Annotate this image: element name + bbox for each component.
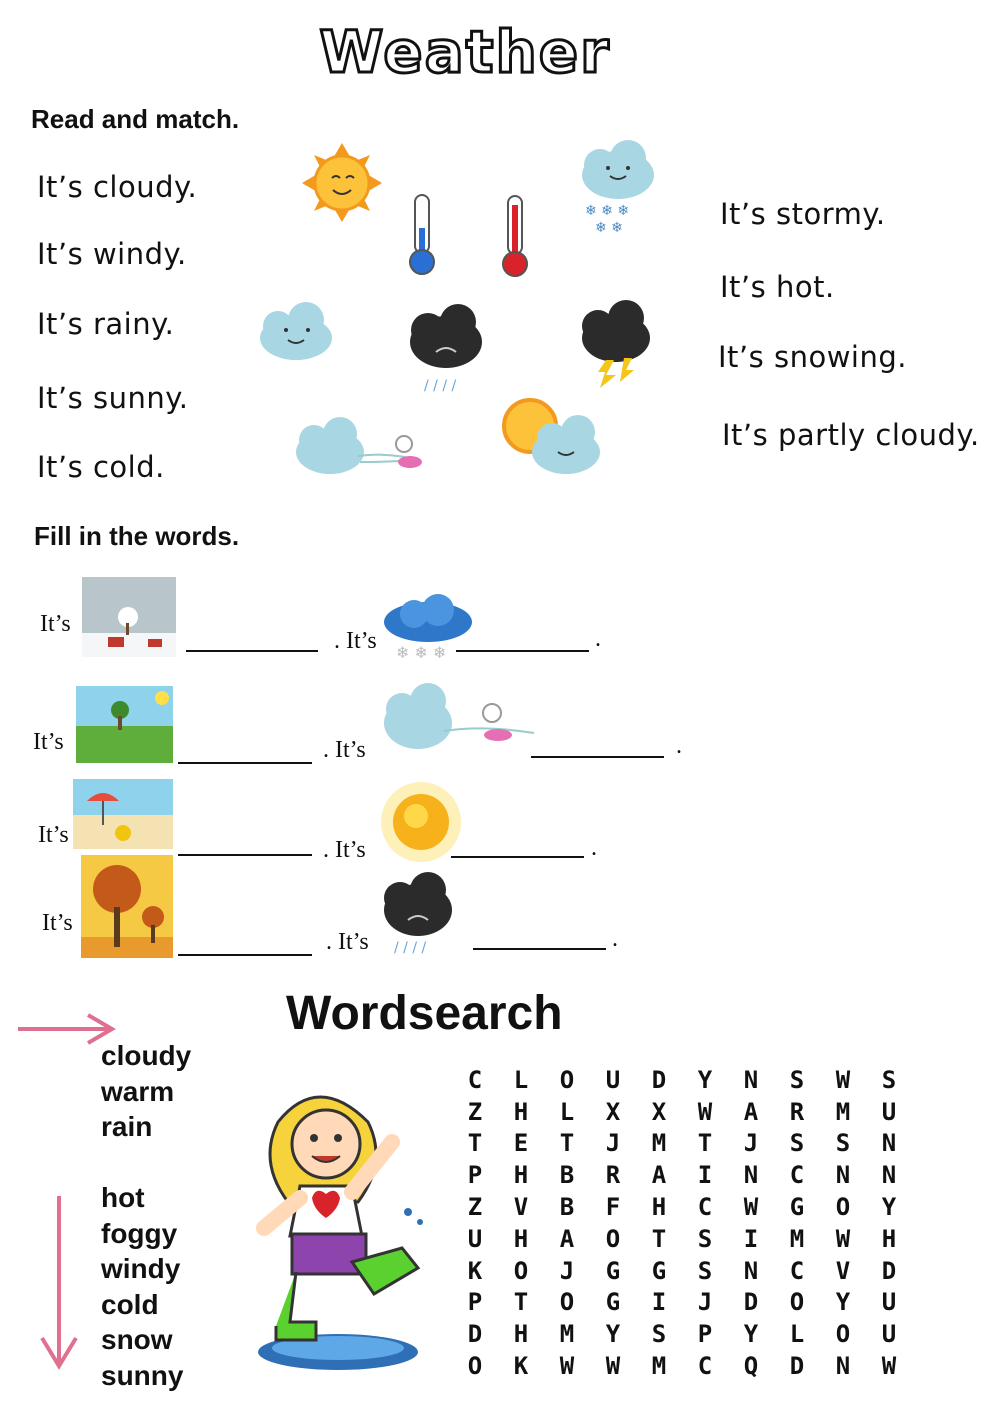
grid-letter[interactable]: J [605, 1129, 621, 1158]
match-pictures [0, 0, 1000, 520]
fill-end: . [591, 835, 597, 861]
fill-mid: . It’s [334, 628, 377, 654]
grid-letter[interactable]: O [835, 1320, 851, 1349]
word-item: hot [101, 1182, 145, 1213]
grid-letter[interactable]: R [605, 1161, 621, 1190]
grid-letter[interactable]: I [651, 1288, 667, 1317]
grid-letter[interactable]: C [467, 1065, 483, 1094]
arrow-down-icon [38, 1196, 80, 1372]
word-item: windy [101, 1253, 181, 1284]
match-right-item: It’s partly cloudy. [722, 418, 980, 452]
match-left-item: It’s cold. [37, 450, 165, 484]
answer-blank[interactable] [456, 650, 589, 652]
answer-blank[interactable] [451, 856, 584, 858]
grid-letter[interactable]: L [513, 1065, 529, 1094]
grid-letter[interactable]: T [513, 1288, 529, 1317]
fill-mid: . It’s [326, 929, 369, 955]
grid-letter[interactable]: U [881, 1288, 897, 1317]
fill-prefix: It’s [38, 822, 69, 848]
grid-letter[interactable]: N [881, 1129, 897, 1158]
grid-row [452, 1287, 912, 1319]
grid-letter[interactable]: D [651, 1065, 667, 1094]
fill-heading: Fill in the words. [34, 521, 240, 551]
answer-blank[interactable] [531, 756, 664, 758]
grid-letter[interactable]: C [697, 1352, 713, 1381]
answer-blank[interactable] [178, 762, 312, 764]
word-item: rain [101, 1111, 153, 1142]
grid-letter[interactable]: G [605, 1256, 621, 1285]
grid-letter[interactable]: L [559, 1097, 575, 1126]
word-item: sunny [101, 1359, 184, 1391]
grid-letter[interactable]: H [651, 1193, 667, 1222]
match-left-item: It’s cloudy. [37, 170, 198, 204]
grid-letter[interactable]: S [697, 1256, 713, 1285]
grid-letter[interactable]: X [651, 1097, 667, 1126]
grid-letter[interactable]: K [513, 1352, 529, 1381]
grid-letter[interactable]: S [789, 1065, 805, 1094]
grid-letter[interactable]: H [513, 1161, 529, 1190]
match-right-item: It’s hot. [720, 270, 835, 304]
grid-letter[interactable]: G [651, 1256, 667, 1285]
grid-letter[interactable]: C [697, 1193, 713, 1222]
grid-letter[interactable]: U [881, 1320, 897, 1349]
grid-letter[interactable]: H [513, 1320, 529, 1349]
grid-row [452, 1191, 912, 1223]
worksheet-title: Weather [319, 18, 611, 86]
answer-blank[interactable] [178, 954, 312, 956]
grid-letter[interactable]: A [559, 1224, 575, 1253]
svg-text:/ / / /: / / / / [424, 378, 457, 394]
word-item: warm [101, 1075, 175, 1107]
grid-letter[interactable]: O [789, 1288, 805, 1317]
grid-letter[interactable]: S [881, 1065, 897, 1094]
grid-letter[interactable]: D [789, 1352, 805, 1381]
grid-letter[interactable]: W [697, 1097, 713, 1126]
grid-letter[interactable]: P [697, 1320, 713, 1349]
fill-end: . [595, 626, 601, 652]
grid-letter[interactable]: I [697, 1161, 713, 1190]
grid-letter[interactable]: O [467, 1352, 483, 1381]
grid-letter[interactable]: W [835, 1065, 851, 1094]
grid-letter[interactable]: N [835, 1161, 851, 1190]
grid-letter[interactable]: K [467, 1256, 483, 1285]
grid-letter[interactable]: Q [743, 1352, 759, 1381]
sun-icon [302, 143, 382, 222]
grid-letter[interactable]: Y [881, 1193, 897, 1222]
grid-letter[interactable]: N [835, 1352, 851, 1381]
cloud-icon [260, 302, 332, 360]
girl-illustration [248, 1082, 438, 1382]
grid-row [452, 1128, 912, 1160]
answer-blank[interactable] [186, 650, 318, 652]
grid-letter[interactable]: O [835, 1193, 851, 1222]
fill-prefix: It’s [33, 729, 64, 755]
wordsearch-grid [452, 1064, 912, 1382]
snow-cloud-picture [380, 598, 476, 674]
cold-thermometer-icon [410, 195, 434, 274]
grid-letter[interactable]: W [605, 1352, 621, 1381]
grid-letter[interactable]: U [467, 1224, 483, 1253]
wordsearch-title: Wordsearch [286, 987, 563, 1040]
storm-cloud-icon [582, 300, 650, 388]
grid-letter[interactable]: B [559, 1193, 575, 1222]
fill-prefix: It’s [40, 611, 71, 637]
fill-mid: . It’s [323, 837, 366, 863]
grid-letter[interactable]: S [789, 1129, 805, 1158]
svg-text:❄ ❄: ❄ ❄ [595, 220, 623, 236]
autumn-scene-picture [81, 855, 173, 958]
fill-end: . [676, 733, 682, 759]
grid-letter[interactable]: E [513, 1129, 529, 1158]
grid-letter[interactable]: N [743, 1256, 759, 1285]
grid-letter[interactable]: N [881, 1161, 897, 1190]
sun-picture [378, 780, 464, 864]
grid-letter[interactable]: G [605, 1288, 621, 1317]
grid-letter[interactable]: D [881, 1256, 897, 1285]
rain-cloud-picture [380, 874, 460, 954]
grid-letter[interactable]: M [559, 1320, 575, 1349]
across-word-list [101, 1038, 191, 1145]
grid-letter[interactable]: D [467, 1320, 483, 1349]
grid-letter[interactable]: Z [467, 1097, 483, 1126]
grid-letter[interactable]: O [513, 1256, 529, 1285]
grid-letter[interactable]: W [559, 1352, 575, 1381]
grid-letter[interactable]: R [789, 1097, 805, 1126]
grid-letter[interactable]: Y [605, 1320, 621, 1349]
word-item: foggy [101, 1217, 178, 1249]
partly-cloudy-icon [504, 400, 600, 474]
grid-letter[interactable]: S [651, 1320, 667, 1349]
grid-letter[interactable]: Y [743, 1320, 759, 1349]
svg-text:❄ ❄ ❄: ❄ ❄ ❄ [585, 203, 630, 219]
grid-row [452, 1318, 912, 1350]
grid-letter[interactable]: J [559, 1256, 575, 1285]
fill-prefix: It’s [42, 910, 73, 936]
answer-blank[interactable] [178, 854, 312, 856]
grid-row [452, 1159, 912, 1191]
grid-letter[interactable]: J [697, 1288, 713, 1317]
grid-letter[interactable]: T [559, 1129, 575, 1158]
answer-blank[interactable] [473, 948, 606, 950]
grid-letter[interactable]: M [835, 1097, 851, 1126]
grid-letter[interactable]: T [651, 1224, 667, 1253]
summer-beach-picture [73, 779, 173, 849]
match-right-item: It’s snowing. [718, 340, 907, 374]
grid-letter[interactable]: O [559, 1288, 575, 1317]
snow-cloud-icon [582, 140, 654, 236]
down-word-list [101, 1180, 183, 1393]
windy-cloud-picture [380, 683, 540, 763]
svg-text:❄ ❄ ❄: ❄ ❄ ❄ [396, 643, 447, 662]
grid-letter[interactable]: Z [467, 1193, 483, 1222]
match-right-item: It’s stormy. [720, 197, 886, 231]
grid-letter[interactable]: J [743, 1129, 759, 1158]
grid-letter[interactable]: T [467, 1129, 483, 1158]
wind-cloud-icon [296, 417, 422, 474]
word-item: cloudy [101, 1040, 192, 1071]
grid-letter[interactable]: I [743, 1224, 759, 1253]
grid-letter[interactable]: M [651, 1352, 667, 1381]
grid-letter[interactable]: M [651, 1129, 667, 1158]
fill-end: . [612, 926, 618, 952]
winter-scene-picture [82, 577, 176, 657]
grid-letter[interactable]: H [881, 1224, 897, 1253]
grid-letter[interactable]: H [513, 1224, 529, 1253]
grid-letter[interactable]: W [881, 1352, 897, 1381]
grid-letter[interactable]: W [835, 1224, 851, 1253]
spring-scene-picture [76, 686, 173, 763]
grid-row [452, 1223, 912, 1255]
grid-row [452, 1064, 912, 1096]
grid-letter[interactable]: A [651, 1161, 667, 1190]
grid-letter[interactable]: A [743, 1097, 759, 1126]
match-left-item: It’s rainy. [37, 307, 175, 341]
grid-letter[interactable]: S [835, 1129, 851, 1158]
match-left-item: It’s windy. [37, 237, 187, 271]
svg-text:/ / / /: / / / / [394, 940, 427, 956]
grid-letter[interactable]: G [789, 1193, 805, 1222]
grid-letter[interactable]: W [743, 1193, 759, 1222]
grid-letter[interactable]: O [605, 1224, 621, 1253]
grid-letter[interactable]: O [559, 1065, 575, 1094]
grid-letter[interactable]: T [697, 1129, 713, 1158]
grid-letter[interactable]: C [789, 1256, 805, 1285]
grid-letter[interactable]: P [467, 1288, 483, 1317]
grid-letter[interactable]: M [789, 1224, 805, 1253]
grid-letter[interactable]: F [605, 1193, 621, 1222]
grid-row [452, 1350, 912, 1382]
grid-letter[interactable]: C [789, 1161, 805, 1190]
grid-letter[interactable]: B [559, 1161, 575, 1190]
match-heading: Read and match. [31, 104, 240, 134]
grid-letter[interactable]: N [743, 1161, 759, 1190]
grid-letter[interactable]: V [835, 1256, 851, 1285]
word-item: snow [101, 1324, 173, 1355]
grid-letter[interactable]: N [743, 1065, 759, 1094]
hot-thermometer-icon [503, 196, 527, 276]
word-item: cold [101, 1288, 159, 1320]
grid-letter[interactable]: L [789, 1320, 805, 1349]
grid-row [452, 1255, 912, 1287]
grid-row [452, 1096, 912, 1128]
grid-letter[interactable]: U [881, 1097, 897, 1126]
grid-letter[interactable]: Y [697, 1065, 713, 1094]
grid-letter[interactable]: Y [835, 1288, 851, 1317]
grid-letter[interactable]: H [513, 1097, 529, 1126]
fill-mid: . It’s [323, 737, 366, 763]
grid-letter[interactable]: P [467, 1161, 483, 1190]
match-left-item: It’s sunny. [37, 381, 189, 415]
grid-letter[interactable]: S [697, 1224, 713, 1253]
rain-cloud-icon [410, 304, 482, 394]
grid-letter[interactable]: U [605, 1065, 621, 1094]
grid-letter[interactable]: X [605, 1097, 621, 1126]
grid-letter[interactable]: V [513, 1193, 529, 1222]
grid-letter[interactable]: D [743, 1288, 759, 1317]
